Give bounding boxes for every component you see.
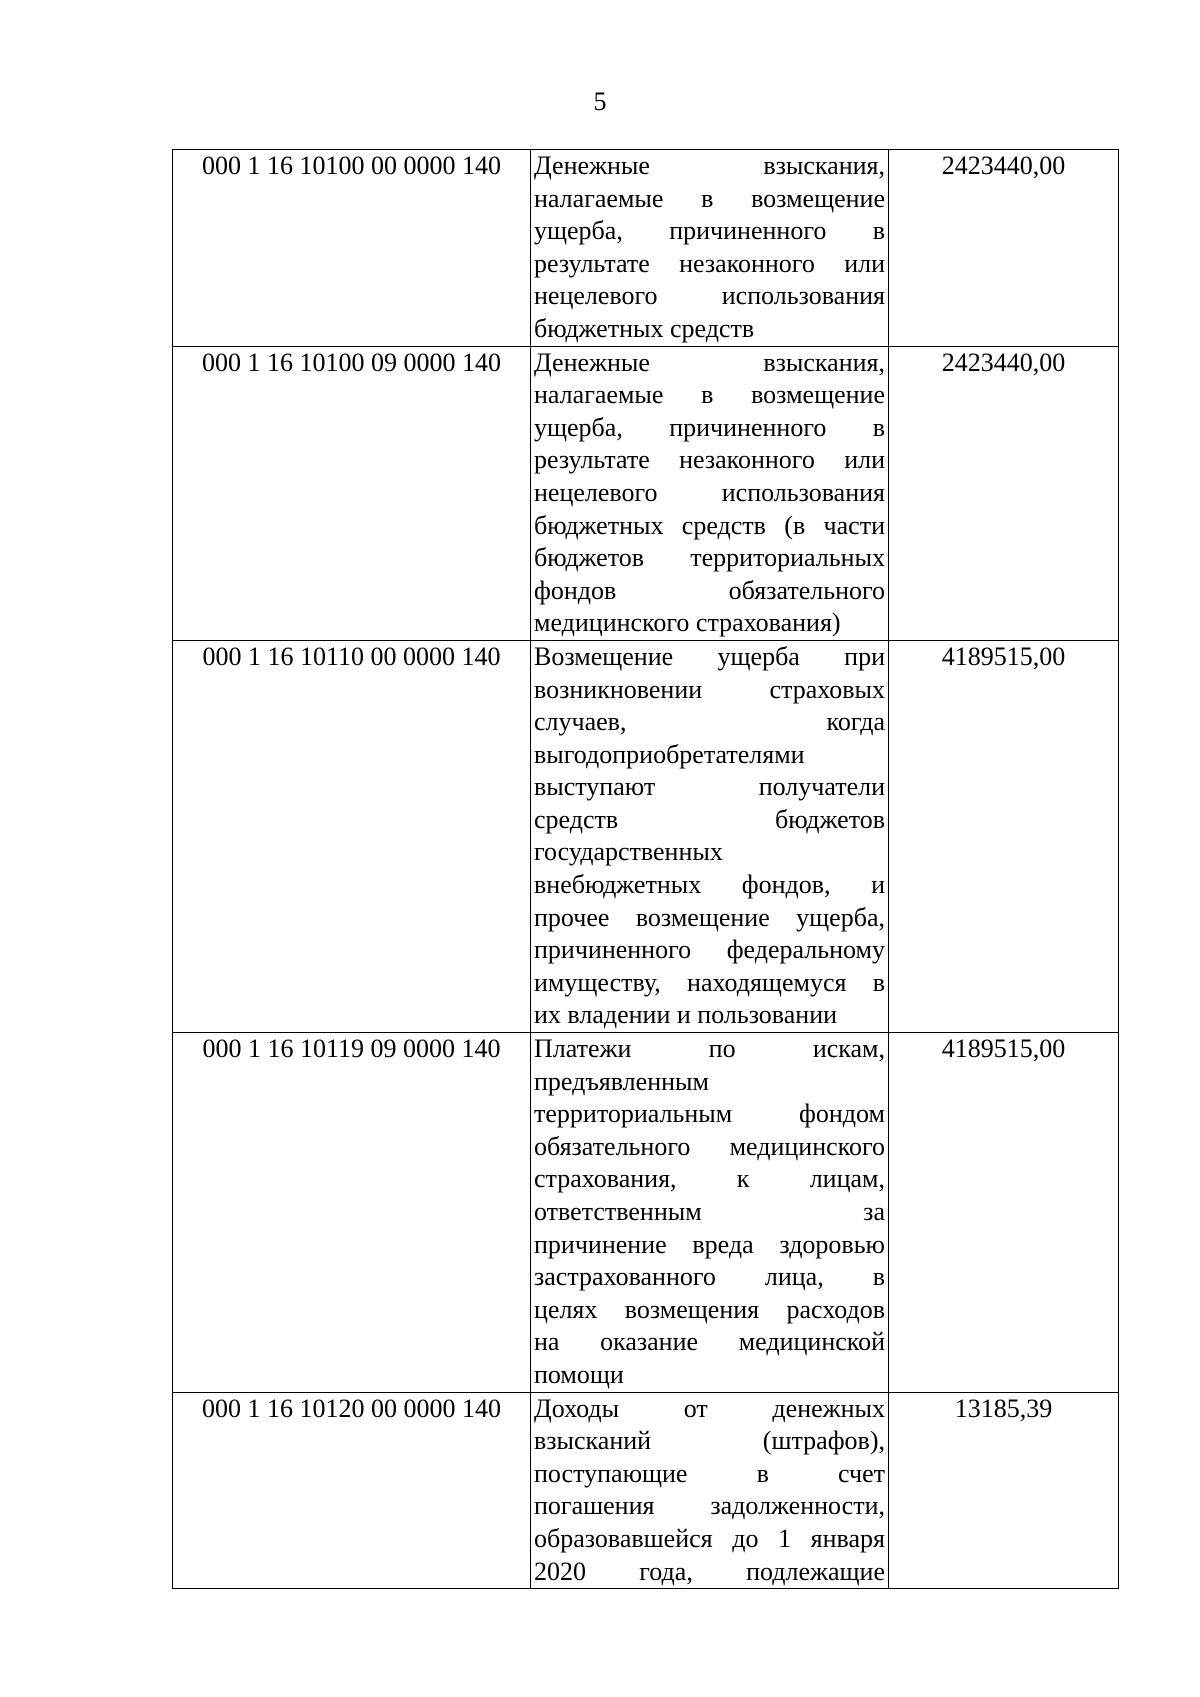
description-line: ущерба, причиненного в	[534, 216, 885, 246]
revenue-amount-cell: 4189515,00	[889, 640, 1119, 1032]
description-line: причинение вреда здоровью	[534, 1229, 885, 1259]
description-line: ответственным за	[534, 1197, 885, 1226]
description-line: страхования, к лицам,	[534, 1164, 885, 1194]
description-line: выступают получатели	[534, 772, 885, 802]
description-line: налагаемые в возмещение	[534, 183, 885, 213]
description-line: бюджетных средств	[534, 313, 755, 343]
revenue-amount-cell: 13185,39	[889, 1392, 1119, 1589]
description-line: предъявленным	[534, 1066, 709, 1096]
description-line: территориальным фондом	[534, 1099, 885, 1129]
description-line: выгодоприобретателями	[534, 739, 805, 769]
revenue-code-cell: 000 1 16 10110 00 0000 140	[173, 640, 531, 1032]
description-line: бюджетных средств (в части	[534, 510, 885, 540]
description-line: ущерба, причиненного в	[534, 412, 885, 442]
revenue-description-cell	[531, 1033, 889, 1393]
description-line: медицинского страхования)	[534, 608, 841, 638]
description-line: средств бюджетов	[534, 804, 885, 834]
description-line: фондов обязательного	[534, 575, 885, 605]
description-line: образовавшейся до 1 января	[534, 1523, 885, 1553]
table-body	[173, 150, 1119, 1589]
description-line: результате незаконного или	[534, 445, 885, 475]
description-line: бюджетов территориальных	[534, 543, 885, 573]
revenue-amount-cell: 4189515,00	[889, 1033, 1119, 1393]
description-line: Денежные взыскания,	[534, 347, 885, 377]
description-line: Доходы от денежных	[534, 1393, 885, 1423]
table-row	[173, 150, 1119, 347]
description-line: целях возмещения расходов	[534, 1294, 885, 1324]
description-line: на оказание медицинской	[534, 1327, 885, 1357]
description-line: застрахованного лица, в	[534, 1262, 885, 1292]
description-line: налагаемые в возмещение	[534, 380, 885, 410]
revenue-description-cell	[531, 1392, 889, 1589]
revenue-description-cell	[531, 150, 889, 347]
revenue-amount-cell: 2423440,00	[889, 346, 1119, 640]
description-line: Платежи по искам,	[534, 1034, 885, 1064]
description-line: их владении и пользовании	[534, 1000, 838, 1030]
description-line: обязательного медицинского	[534, 1131, 885, 1161]
description-line: нецелевого использования	[534, 281, 885, 311]
revenue-code-cell: 000 1 16 10100 09 0000 140	[173, 346, 531, 640]
description-line: Денежные взыскания,	[534, 151, 885, 180]
table-row	[173, 1392, 1119, 1589]
revenue-description-cell	[531, 346, 889, 640]
table-row	[173, 346, 1119, 640]
table-row	[173, 640, 1119, 1032]
description-line: нецелевого использования	[534, 477, 885, 507]
description-line: Возмещение ущерба при	[534, 641, 885, 671]
description-line: погашения задолженности,	[534, 1491, 885, 1521]
description-line: 2020 года, подлежащие	[534, 1556, 885, 1586]
description-line: государственных	[534, 837, 723, 867]
revenue-amount-cell: 2423440,00	[889, 150, 1119, 347]
description-line: случаев, когда	[534, 707, 885, 737]
revenue-code-cell: 000 1 16 10100 00 0000 140	[173, 150, 531, 347]
revenue-code-cell: 000 1 16 10120 00 0000 140	[173, 1392, 531, 1589]
description-line: результате незаконного или	[534, 248, 885, 278]
description-line: прочее возмещение ущерба,	[534, 902, 885, 932]
description-line: возникновении страховых	[534, 674, 885, 704]
description-line: внебюджетных фондов, и	[534, 870, 885, 900]
table-row	[173, 1033, 1119, 1393]
description-line: имуществу, находящемуся в	[534, 967, 885, 997]
description-line: поступающие в счет	[534, 1458, 885, 1488]
revenue-description-cell	[531, 640, 889, 1032]
revenue-code-cell: 000 1 16 10119 09 0000 140	[173, 1033, 531, 1393]
budget-revenue-table	[172, 149, 1119, 1589]
description-line: взысканий (штрафов),	[534, 1426, 885, 1456]
description-line: причиненного федеральному	[534, 935, 885, 965]
description-line: помощи	[534, 1359, 624, 1389]
page-number: 5	[593, 87, 607, 116]
